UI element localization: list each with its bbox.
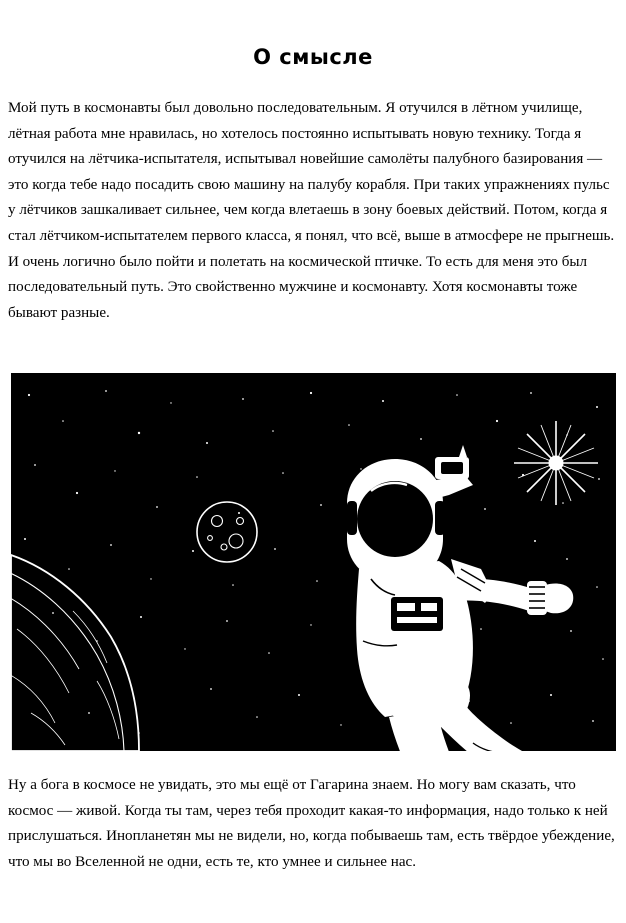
paragraph-bottom: Ну а бога в космосе не увидать, это мы ещё от Гагарина знаем. Но могу вам сказать, что космос — живой. Когда ты там, через тебя проходит какая-то информация, надо только к ней прислушаться. Инопланетян мы не видели, но, когда побываешь там, есть твёрдое убеждение, что мы во Вселенной не одни, есть те, кто умнее и сильнее нас.: [8, 777, 615, 870]
paragraph-top: Мой путь в космонавты был довольно последовательным. Я отучился в лётном училище, лётная работа мне нравилась, но хотелось постоянно испытывать новую технику. Тогда я отучился на лётчика-испытателя, испытывал новейшие самолёты палубного базирования — это когда тебе надо посадить свою машину на палубу корабля. При таких упражнениях пульс у лётчиков зашкаливает сильнее, чем когда влетаешь в зону боевых действий. Потом, когда я стал лётчиком-испытателем первого класса, я понял, что всё, выше в атмосфере не прыгнешь. И очень логично было пойти и полетать на космической птичке. То есть для меня это был последовательный путь. Это свойственно мужчине и космонавту. Хотя космонавты тоже бывают разные.: [8, 100, 615, 321]
illustration-svg: [11, 373, 616, 751]
astronaut-spacewalk-illustration: [11, 373, 616, 751]
page-title: О смысле: [253, 45, 373, 69]
